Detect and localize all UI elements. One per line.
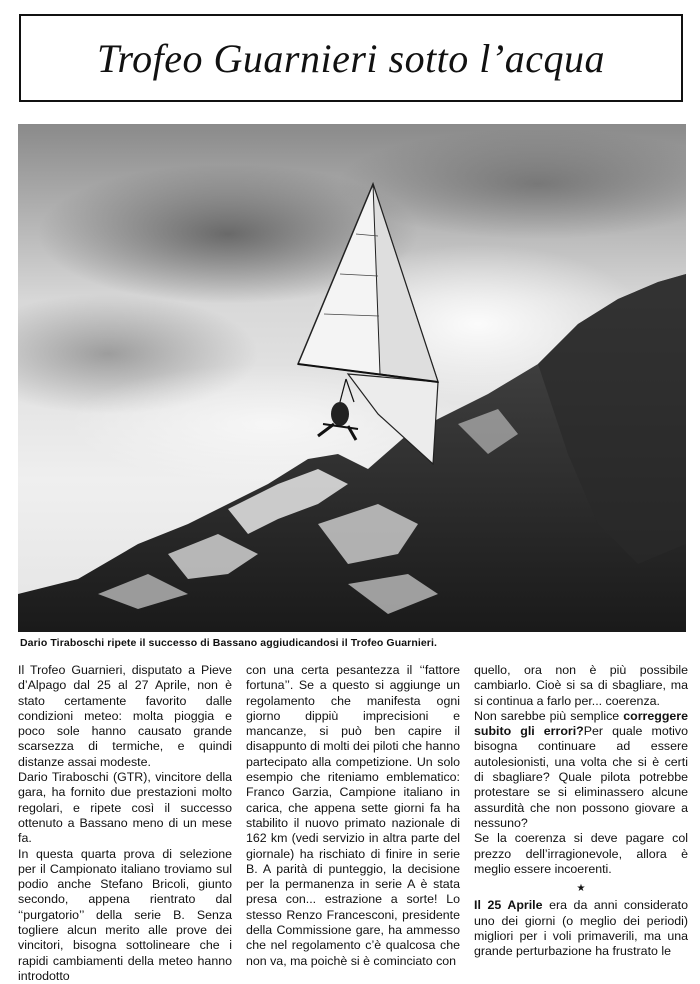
paragraph — [474, 709, 688, 831]
paragraph: Dario Tiraboschi (GTR), vincitore della gara, ha fornito due prestazioni molto regolari, e ripete così il successo ottenuto a Bassano meno di un mese fa. — [18, 770, 232, 846]
hang-glider-photo — [18, 124, 686, 632]
title-box — [19, 14, 683, 102]
bold-text: Il 25 Aprile — [474, 898, 543, 913]
photo-caption: Dario Tiraboschi ripete il successo di Bassano aggiudicandosi il Trofeo Guarnieri. — [20, 637, 438, 649]
paragraph: Se la coerenza si deve pagare col prezzo dell’irragionevole, allora è meglio essere incoerenti. — [474, 831, 688, 876]
paragraph — [474, 898, 688, 959]
paragraph: con una certa pesantezza il ‘‘fattore fortuna’’. Se a questo si aggiunge un regolamento che manifesta ogni giorno dippiù imprecisioni e mancanze, si può ben capire il disappunto di molti dei piloti che hanno partecipato alla competizione. Un solo esempio che riteniamo emblematico: Franco Garzia, Campione italiano in carica, che appena sette giorni fa ha stabilito il nuovo primato nazionale di 162 km (vedi servizio in altra parte del giornale) ha rischiato di finire in serie B. A parità di punteggio, la decisione per la permanenza in serie A è stata presa con... estrazione a sorte! Lo stesso Renzo Francesconi, presidente della Commissione gare, ha ammesso che nel regolamento c’è qualcosa che non va, ma poichè si è cominciato con — [246, 663, 460, 968]
article-column-1 — [18, 663, 232, 984]
bold-text: correggere subito gli errori? — [474, 708, 688, 739]
article-column-2 — [246, 663, 460, 969]
paragraph: quello, ora non è più possibile cambiarlo. Cioè si sa di sbagliare, ma si continua a farlo per... coerenza. — [474, 663, 688, 708]
section-separator: ★ — [576, 883, 586, 895]
text-run: Non sarebbe più semplice — [474, 708, 624, 723]
article-column-3 — [474, 663, 688, 960]
article-title: Trofeo Guarnieri sotto l’acqua — [97, 35, 605, 81]
text-run: era da anni considerato uno dei giorni (o meglio dei periodi) migliori per i voli primaverili, ma una grande perturbazione ha frustrato le — [474, 898, 688, 959]
paragraph: In questa quarta prova di selezione per il Campionato italiano troviamo sul podio anche Stefano Bricoli, giunto secondo, appena rientrato dal ‘‘purgatorio’’ della serie B. Senza togliere alcun merito alle prove dei vincitori, bisogna sottolineare che i rapidi cambiamenti della meteo hanno introdotto — [18, 846, 232, 983]
photo-illustration — [18, 124, 686, 632]
paragraph: Il Trofeo Guarnieri, disputato a Pieve d’Alpago dal 25 al 27 Aprile, non è stato certamente favorito dalle condizioni meteo: molta pioggia e poco sole hanno causato grande scarsezza di termiche, e quindi distanze assai modeste. — [18, 663, 232, 769]
text-run: Per quale motivo bisogna continuare ad essere autolesionisti, una volta che si è certi di sbagliare? Quale pilota potrebbe protestare se si eliminassero alcune assurdità che non possono giovare a nessuno? — [474, 724, 688, 830]
